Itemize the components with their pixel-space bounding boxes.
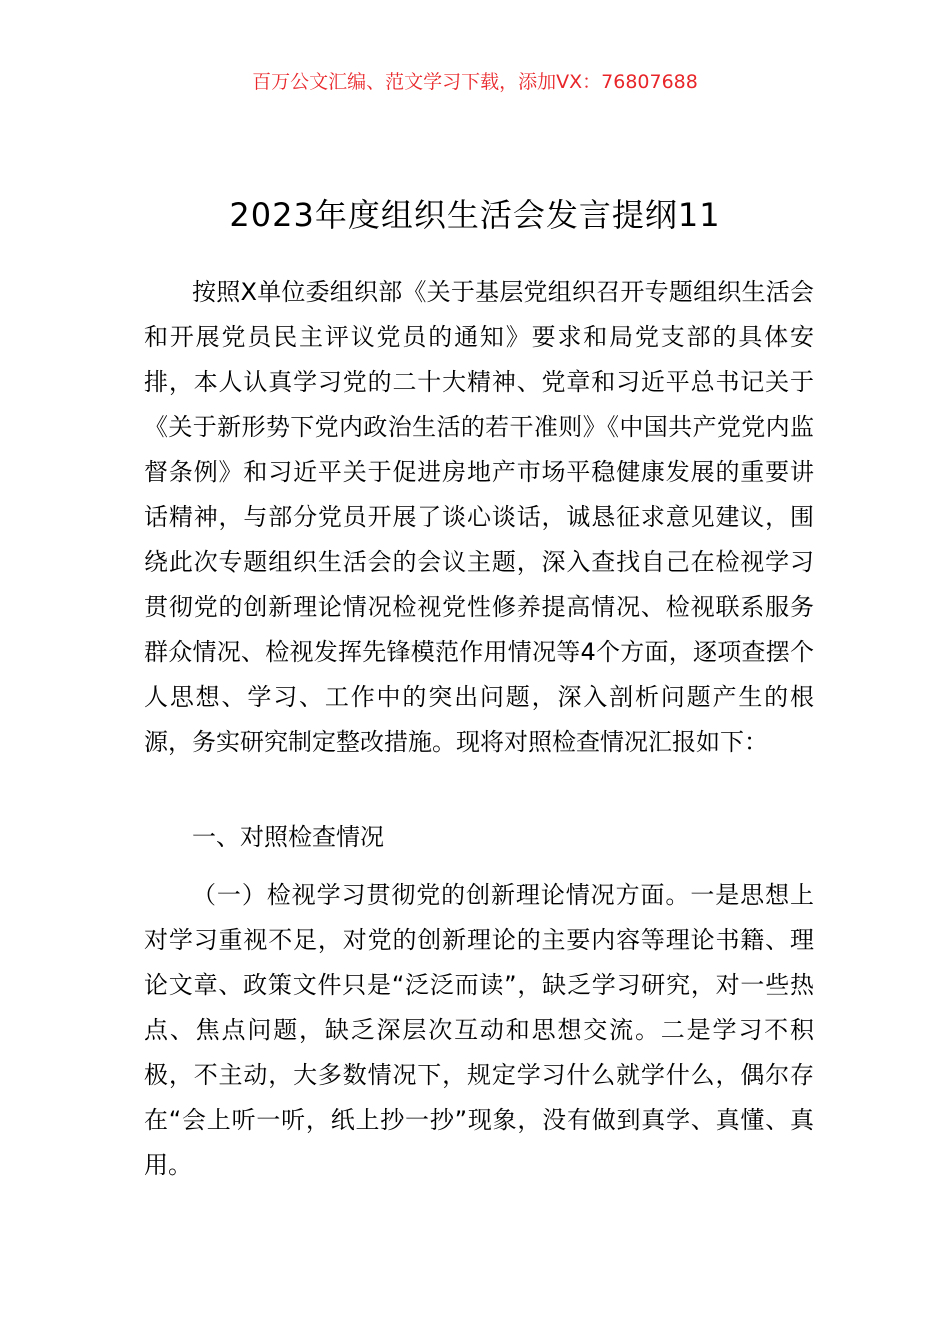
- section-heading: 一、对照检查情况: [192, 823, 384, 851]
- header-watermark: 百万公文汇编、范文学习下载，添加VX：76807688: [252, 71, 698, 93]
- intro-paragraph: 按照X单位委组织部《关于基层党组织召开专题组织生活会和开展党员民主评议党员的通知》要求和局党支部的具体安排，本人认真学习党的二十大精神、党章和习近平总书记关于《关于新形势下党内政治生活的若干准则》《中国共产党党内监督条例》和习近平关于促进房地产市场平稳健康发展的重要讲话精神，与部分党员开展了谈心谈话，诚恳征求意见建议，围绕此次专题组织生活会的会议主题，深入查找自己在检视学习贯彻党的创新理论情况检视党性修养提高情况、检视联系服务群众情况、检视发挥先锋模范作用情况等4个方面，逐项查摆个人思想、学习、工作中的突出问题，深入剖析问题产生的根源，务实研究制定整改措施。现将对照检查情况汇报如下：: [144, 278, 814, 756]
- document-title: 2023年度组织生活会发言提纲11: [229, 196, 721, 235]
- subsection-paragraph: （一）检视学习贯彻党的创新理论情况方面。一是思想上对学习重视不足，对党的创新理论的主要内容等理论书籍、理论文章、政策文件只是“泛泛而读”，缺乏学习研究，对一些热点、焦点问题，缺乏深层次互动和思想交流。二是学习不积极，不主动，大多数情况下，规定学习什么就学什么，偶尔存在“会上听一听，纸上抄一抄”现象，没有做到真学、真懂、真用。: [144, 881, 814, 1179]
